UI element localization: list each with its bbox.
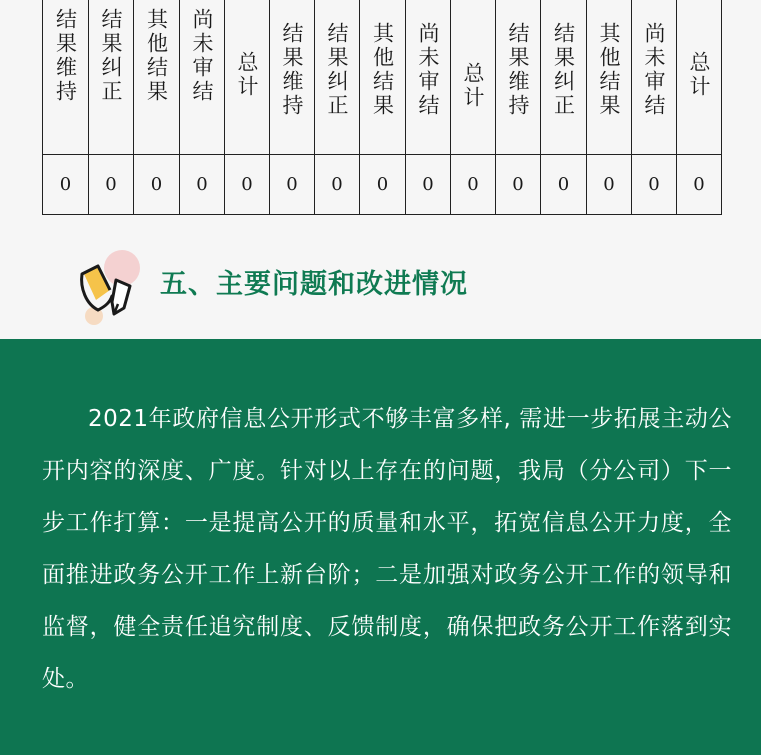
value-cell: 0 [315, 154, 360, 214]
section-title: 五、主要问题和改进情况 [160, 269, 468, 300]
value-cell: 0 [89, 154, 134, 214]
header-label: 结果维持 [280, 22, 304, 118]
header-cell [225, 0, 270, 154]
header-cell [315, 0, 360, 154]
header-label: 结果纠正 [99, 8, 123, 104]
value-cell: 0 [225, 154, 270, 214]
header-cell [496, 0, 541, 154]
header-cell [134, 0, 180, 154]
value-cell: 0 [632, 154, 677, 214]
header-cell [451, 0, 496, 154]
results-table-section [0, 0, 761, 234]
header-label: 总计 [461, 61, 485, 110]
header-cell [270, 0, 315, 154]
header-label: 结果维持 [506, 22, 530, 118]
header-cell [541, 0, 587, 154]
section-heading [0, 234, 761, 339]
value-cell: 0 [180, 154, 225, 214]
header-cell [89, 0, 134, 154]
header-label: 总计 [687, 50, 711, 99]
header-label: 其他结果 [597, 22, 621, 118]
value-cell: 0 [270, 154, 315, 214]
results-table [42, 0, 722, 215]
header-cell [360, 0, 406, 154]
header-label: 结果维持 [53, 8, 78, 104]
value-cell: 0 [134, 154, 180, 214]
header-cell [677, 0, 722, 154]
notebook-pencil-icon [76, 244, 142, 326]
value-cell: 0 [43, 154, 89, 214]
value-cell: 0 [406, 154, 451, 214]
header-label: 结果纠正 [325, 22, 349, 118]
header-label: 结果纠正 [551, 22, 576, 118]
value-cell: 0 [360, 154, 406, 214]
value-cell: 0 [677, 154, 722, 214]
header-label: 尚未审结 [416, 22, 440, 118]
header-label: 尚未审结 [190, 8, 214, 104]
value-cell: 0 [587, 154, 632, 214]
header-label: 其他结果 [370, 22, 395, 118]
table-header-row [43, 0, 722, 154]
value-cell: 0 [451, 154, 496, 214]
header-label: 总计 [235, 50, 259, 99]
header-label: 其他结果 [144, 8, 169, 104]
body-paragraph: 2021年政府信息公开形式不够丰富多样, 需进一步拓展主动公开内容的深度、广度。针对以上存在的问题，我局（分公司）下一步工作打算：一是提高公开的质量和水平，拓宽信息公开力度，全面推进政务公开工作上新台阶；二是加强对政务公开工作的领导和监督，健全责任追究制度、反馈制度，确保把政务公开工作落到实处。 [42, 406, 732, 692]
header-cell [43, 0, 89, 154]
header-cell [632, 0, 677, 154]
header-cell [587, 0, 632, 154]
header-label: 尚未审结 [642, 22, 666, 118]
table-row [43, 154, 722, 214]
content-panel [0, 339, 761, 755]
value-cell: 0 [541, 154, 587, 214]
header-cell [406, 0, 451, 154]
value-cell: 0 [496, 154, 541, 214]
header-cell [180, 0, 225, 154]
